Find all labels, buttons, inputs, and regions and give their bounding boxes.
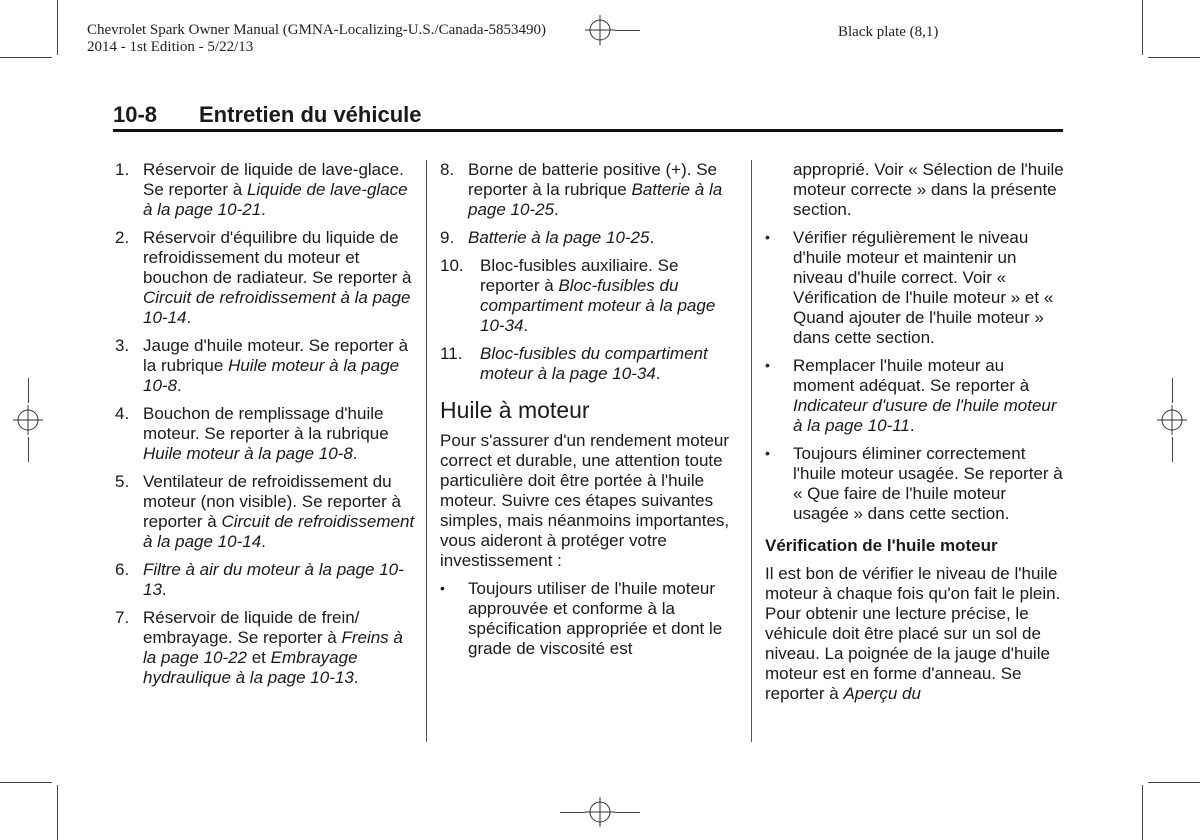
page-number: 10-8 (113, 102, 158, 127)
column-divider (426, 160, 427, 742)
crop-mark (1142, 785, 1143, 840)
cross-reference: Embrayage hydraulique à la page 10-13 (143, 648, 358, 687)
cross-reference: Circuit de refroidissement à la page 10-14 (143, 512, 415, 551)
list-item: 3. Jauge d'huile moteur. Se reporter à la rubrique Huile moteur à la page 10-8. (115, 336, 409, 395)
cross-reference: Huile moteur à la page 10-8 (143, 444, 353, 463)
crop-mark (0, 57, 52, 58)
cross-reference: Filtre à air du moteur à la page 10-13 (143, 560, 404, 599)
bullet-icon: • (765, 357, 770, 373)
list-item: 11. Bloc-fusibles du compartiment moteur à la page 10-34. (440, 344, 708, 383)
crop-mark (615, 812, 640, 813)
print-header-info (87, 22, 546, 56)
subsection-heading: Vérification de l'huile moteur (765, 536, 998, 555)
list-item: 5. Ventilateur de refroidissement du moteur (non visible). Se reporter à reporter à Circuit de refroidissement à la page 10-14. (115, 472, 415, 551)
crop-mark (1172, 378, 1173, 403)
bullet-item: • Remplacer l'huile moteur au moment adéquat. Se reporter à Indicateur d'usure de l'huile moteur à la page 10-11. (765, 356, 1057, 435)
crop-mark (0, 782, 52, 783)
crop-mark (1142, 0, 1143, 55)
registration-mark-icon (585, 15, 615, 45)
cross-reference: Circuit de refroidissement à la page 10-14 (143, 288, 411, 327)
list-item: 6. Filtre à air du moteur à la page 10-13. (115, 560, 404, 599)
list-item: 9. Batterie à la page 10-25. (440, 228, 655, 247)
crop-mark (28, 437, 29, 462)
cross-reference: Indicateur d'usure de l'huile moteur à la page 10-11 (793, 396, 1057, 435)
print-header-line1: Chevrolet Spark Owner Manual (GMNA-Localizing-U.S./Canada-5853490) (87, 22, 547, 38)
column-divider (751, 160, 752, 742)
list-item: 4. Bouchon de remplissage d'huile moteur. Se reporter à la rubrique Huile moteur à la page 10-8. (115, 404, 389, 463)
list-item: 1. Réservoir de liquide de lave-glace. Se reporter à Liquide de lave-glace à la page 10-21. (115, 160, 408, 219)
bullet-item: • Toujours éliminer correctement l'huile moteur usagée. Se reporter à « Que faire de l'huile moteur usagée » dans cette section. (765, 444, 1063, 523)
crop-mark (1148, 782, 1200, 783)
crop-mark (1172, 437, 1173, 462)
bullet-icon: • (765, 229, 770, 245)
bullet-item: • Toujours utiliser de l'huile moteur approuvée et conforme à la spécification appropriée et dont le grade de viscosité est (440, 579, 723, 658)
cross-reference: Freins à la page 10-22 (143, 628, 403, 667)
bullet-icon: • (765, 445, 770, 461)
crop-mark (57, 785, 58, 840)
plate-label: Black plate (8,1) (838, 24, 939, 40)
cross-reference: Aperçu du (843, 684, 921, 703)
cross-reference: Batterie à la page 10-25 (468, 228, 650, 247)
list-item: 10. Bloc-fusibles auxiliaire. Se reporter à Bloc-fusibles du compartiment moteur à la page 10-34. (440, 256, 716, 335)
column-2 (440, 160, 740, 667)
bullet-continuation: approprié. Voir « Sélection de l'huile moteur correcte » dans la présente section. (793, 160, 1064, 219)
cross-reference: Huile moteur à la page 10-8 (143, 356, 400, 395)
header-rule (113, 129, 1063, 132)
cross-reference: Bloc-fusibles du compartiment moteur à la page 10-34 (480, 344, 708, 383)
print-header-line2: 2014 - 1st Edition - 5/22/13 (87, 39, 254, 55)
crop-mark (1148, 57, 1200, 58)
page-header (113, 101, 1063, 129)
bullet-item: • Vérifier régulièrement le niveau d'huile moteur et maintenir un niveau d'huile correct. Voir « Vérification de l'huile moteur » et « Quand ajouter de l'huile moteur » dans cette section. (765, 228, 1054, 347)
section-heading: Huile à moteur (440, 397, 590, 423)
column-3 (765, 160, 1065, 712)
cross-reference: Liquide de lave-glace à la page 10-21 (143, 180, 408, 219)
list-item: 8. Borne de batterie positive (+). Se reporter à la rubrique Batterie à la page 10-25. (440, 160, 723, 219)
registration-mark-icon (1157, 405, 1187, 435)
body-paragraph: Il est bon de vérifier le niveau de l'huile moteur à chaque fois qu'on fait le plein. Pour obtenir une lecture précise, le véhicule doit être placé sur un sol de niveau. La poignée de la jauge d'huile moteur est en forme d'anneau. Se reporter à Aperçu du (765, 564, 1061, 703)
crop-mark (57, 0, 58, 55)
registration-mark-icon (13, 405, 43, 435)
section-title: Entretien du véhicule (199, 102, 422, 127)
crop-mark (615, 30, 640, 31)
list-item: 7. Réservoir de liquide de frein/ embrayage. Se reporter à Freins à la page 10-22 et Embrayage hydraulique à la page 10-13. (115, 608, 403, 687)
cross-reference: Batterie à la page 10-25 (468, 180, 723, 219)
intro-paragraph: Pour s'assurer d'un rendement moteur correct et durable, une attention toute particulière doit être portée à l'huile moteur. Suivre ces étapes suivantes simples, mais néanmoins importantes, vous aideront à protéger votre investissement : (440, 431, 730, 570)
crop-mark (560, 812, 585, 813)
registration-mark-icon (585, 797, 615, 827)
cross-reference: Bloc-fusibles du compartiment moteur à la page 10-34 (480, 276, 716, 335)
list-item: 2. Réservoir d'équilibre du liquide de refroidissement du moteur et bouchon de radiateur. Se reporter à Circuit de refroidissement à la page 10-14. (115, 228, 412, 327)
crop-mark (28, 378, 29, 403)
bullet-icon: • (440, 580, 445, 596)
column-1 (115, 160, 415, 696)
